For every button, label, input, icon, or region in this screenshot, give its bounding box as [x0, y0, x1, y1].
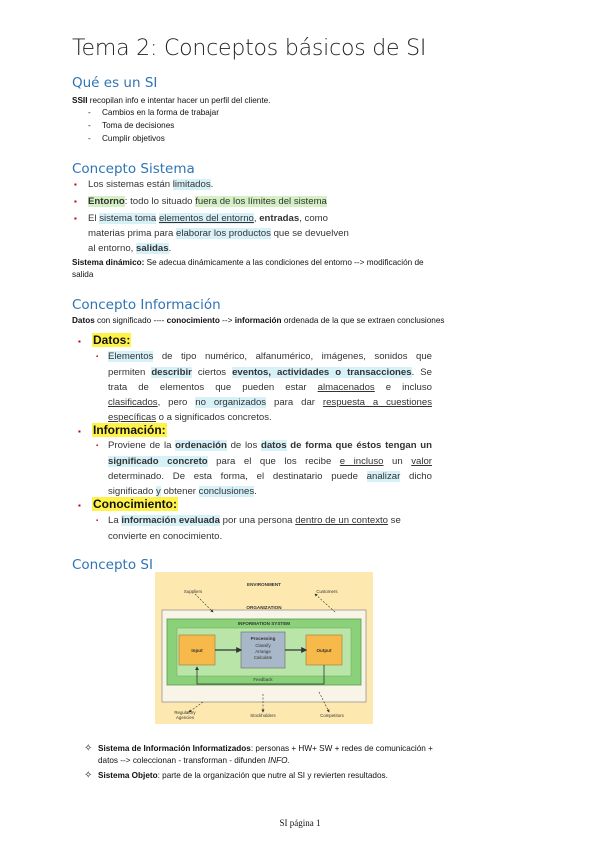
diagram-output-label: Output — [316, 648, 332, 653]
diagram-suppliers-label: Suppliers — [183, 589, 203, 594]
heading-concepto-informacion: Concepto Información — [72, 297, 221, 313]
datos-paragraph: ▪ Elementos de tipo numérico, alfanumérico, imágenes, sonidos que permiten describir ciertos eventos, actividades o transacciones. Se trata de elementos que pueden estar almacenados e incluso clasificados, pero no organizados para dar respuesta a cuestiones específicas o a significados concretos. — [96, 351, 432, 423]
diagram-regulatory-label: Regulatory Agencies — [174, 710, 196, 720]
heading-que-es-si: Qué es un SI — [72, 75, 158, 91]
sistema-bullet-3: ▪ El sistema toma elementos del entorno, entradas, como — [74, 213, 329, 224]
datos-heading: ▪ Datos: — [78, 333, 131, 347]
conocimiento-heading: ▪ Conocimiento: — [78, 497, 177, 511]
list-item: - Cumplir objetivos — [88, 134, 165, 143]
diagram-organization-label: ORGANIZATION — [246, 605, 282, 610]
list-item: - Cambios en la forma de trabajar — [88, 108, 219, 117]
ssii-line: SSII recopilan info e intentar hacer un perfil del cliente. — [72, 96, 271, 105]
diagram-classify-label: Classify — [255, 643, 271, 648]
sistema-bullet-1: ▪ Los sistemas están limitados. — [74, 179, 214, 190]
sistema-bullet-3-line-3: al entorno, salidas. — [88, 243, 172, 254]
diagram-stockholders-label: Stockholders — [250, 713, 276, 718]
list-item: - Toma de decisiones — [88, 121, 175, 130]
diagram-arrange-label: Arrange — [255, 649, 271, 654]
informacion-paragraph: ▪ Proviene de la ordenación de los datos de forma que éstos tengan un significado concreto para el que los recibe e incluso un valor determinado. De esta forma, el destinatario puede analizar dicho significado y obtener conclusiones. — [96, 440, 432, 497]
sistema-bullet-2: ▪ Entorno: todo lo situado fuera de los límites del sistema — [74, 196, 327, 207]
datos-conocimiento-line: Datos con significado ---- conocimiento --> información ordenada de la que se extraen conclusiones — [72, 316, 445, 325]
conocimiento-paragraph: ▪ La información evaluada por una persona dentro de un contexto se convierte en conocimiento. — [96, 515, 401, 542]
heading-concepto-sistema: Concepto Sistema — [72, 161, 195, 177]
diagram-calculate-label: Calculate — [253, 655, 273, 660]
diagram-customers-label: Customers — [316, 589, 338, 594]
diagram-feedback-label: Feedback — [253, 677, 273, 682]
diagram-environment-label: ENVIRONMENT — [247, 582, 281, 587]
information-system-diagram — [155, 572, 373, 724]
diagram-infosys-label: INFORMATION SYSTEM — [237, 621, 291, 626]
diagram-processing-label: Processing — [250, 636, 276, 641]
si-informatizados: ✧ Sistema de Información Informatizados: personas + HW+ SW + redes de comunicación + datos --> coleccionan - transforman - difunden INFO. — [84, 743, 433, 765]
diamond-bullet-icon: ✧ — [84, 770, 93, 781]
informacion-heading: ▪ Información: — [78, 423, 166, 437]
sistema-dinamico: Sistema dinámico: Se adecua dinámicamente a las condiciones del entorno --> modificación de salida — [72, 258, 424, 279]
page-title: Tema 2: Conceptos básicos de SI — [72, 36, 427, 61]
page-footer: SI página 1 — [279, 818, 321, 828]
diamond-bullet-icon: ✧ — [84, 743, 93, 754]
sistema-objeto: ✧ Sistema Objeto: parte de la organización que nutre al SI y revierten resultados. — [84, 770, 388, 781]
heading-concepto-si: Concepto SI — [72, 557, 153, 573]
diagram-competitors-label: Competitors — [320, 713, 344, 718]
diagram-input-label: Input — [191, 648, 203, 653]
sistema-bullet-3-line-2: materias prima para elaborar los productos que se devuelven — [88, 228, 349, 239]
